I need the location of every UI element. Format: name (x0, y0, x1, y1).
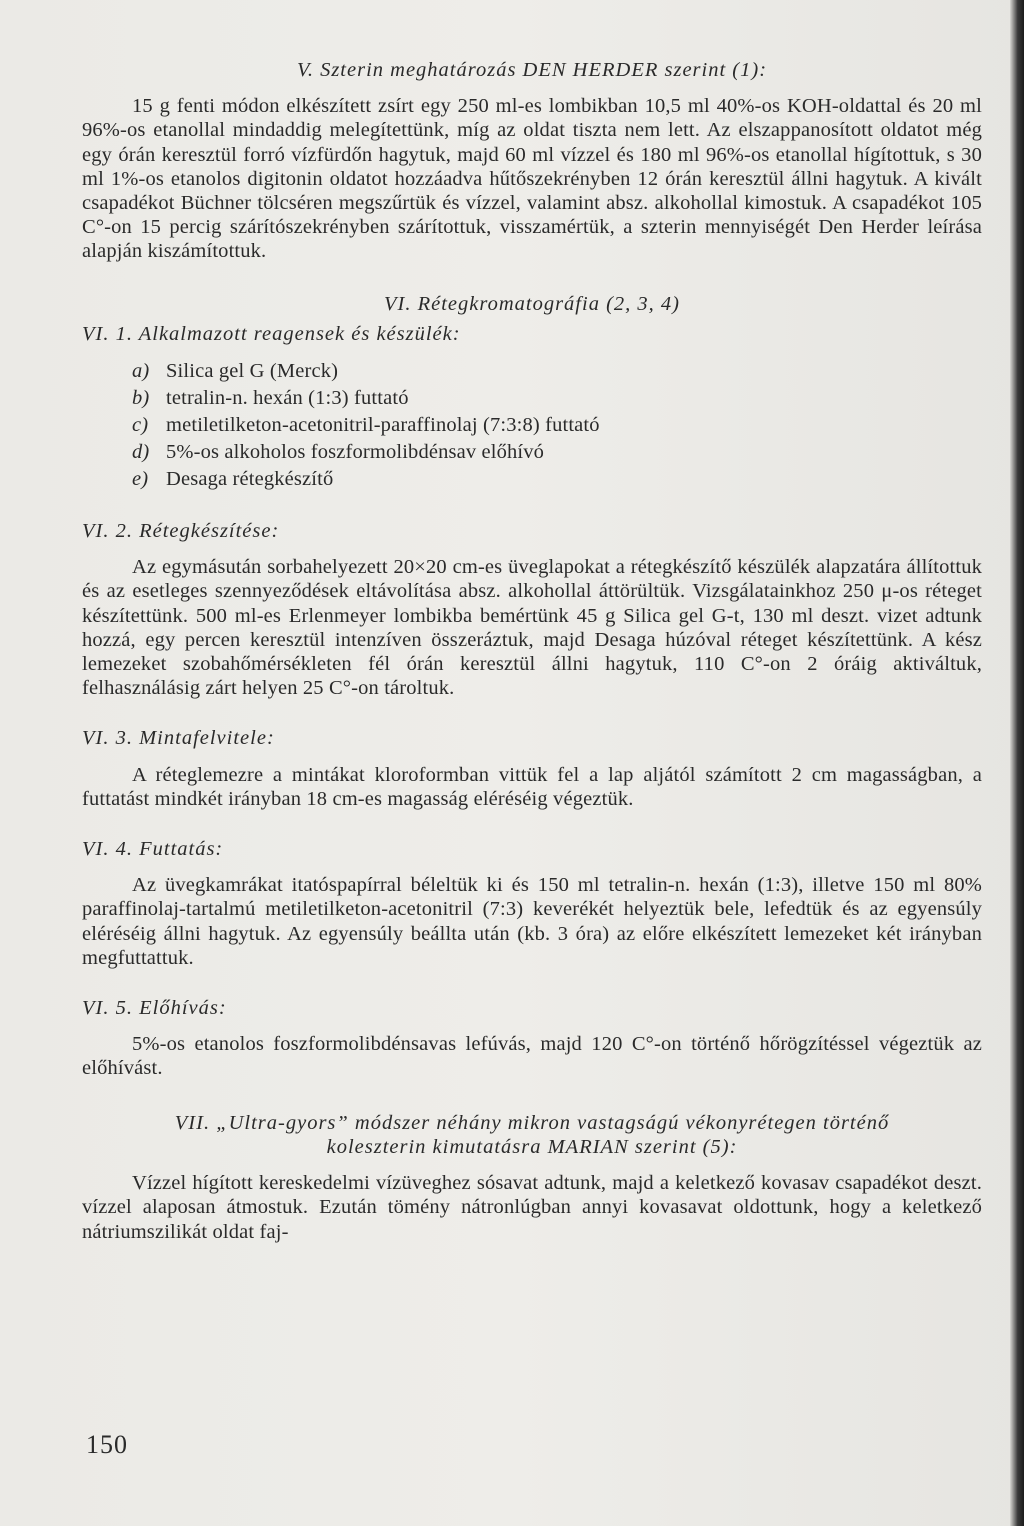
list-item (132, 412, 982, 439)
section-vi-5-paragraph: 5%-os etanolos foszformolibdénsavas lefúvás, majd 120 C°-on történő hőrögzítéssel végeztük az előhívást. (82, 1033, 982, 1080)
section-vi-4-paragraph: Az üvegkamrákat itatóspapírral béleltük ki és 150 ml tetralin-n. hexán (1:3), illetve 150 ml 80% paraffinolaj-tartalmú metiletilketon-acetonitril (7:3) keverékét helyeztük bele, lefedtük és az egyensúly eléréséig állni hagytuk. Az egyensúly beállta után (kb. 3 óra) az előre elkészített lemezeket két irányban megfuttattuk. (82, 874, 982, 969)
section-vi-2-heading: VI. 2. Rétegkészítése: (82, 520, 280, 543)
section-vi-1-heading: VI. 1. Alkalmazott reagensek és készülék: (82, 322, 461, 345)
section-vi-3-heading: VI. 3. Mintafelvitele: (82, 727, 275, 750)
page-content (82, 58, 982, 1244)
section-vii-paragraph: Vízzel hígított kereskedelmi vízüveghez sósavat adtunk, majd a keletkező kovasav csapadékot deszt. vízzel alaposan átmostuk. Ezután tömény nátronlúgban annyi kovasavat oldottunk, hogy a keletkező nátriumszilikát oldat faj- (82, 1172, 982, 1243)
section-vi-5-heading: VI. 5. Előhívás: (82, 997, 227, 1020)
list-item-text: metiletilketon-acetonitril-paraffinolaj (7:3:8) futtató (166, 414, 600, 437)
section-v-paragraph: 15 g fenti módon elkészített zsírt egy 250 ml-es lombikban 10,5 ml 40%-os KOH-oldattal és 20 ml 96%-os etanollal mindaddig melegítettünk, míg az oldat tiszta nem lett. Az elszappanosított oldatot még egy órán keresztül forró vízfürdőn hagytuk, majd 60 ml vízzel és 180 ml 96%-os etanollal hígítottuk, s 30 ml 1%-os etanolos digitonin oldatot hozzáadva hűtőszekrényben 12 órán keresztül állni hagytuk. A kivált csapadékot Büchner tölcséren megszűrtük és vízzel, valamint absz. alkohollal kimostuk. A csapadékot 105 C°-on 15 percig szárítószekrényben szárítottuk, visszamértük, a szterin mennyiségét Den Herder leírása alapján kiszámítottuk. (82, 95, 982, 263)
list-item-label: d) (132, 441, 150, 464)
list-item (132, 358, 982, 385)
list-item-text: Silica gel G (Merck) (166, 360, 339, 383)
section-vii-heading-line-2: koleszterin kimutatásra MARIAN szerint (5): (326, 1135, 738, 1158)
list-item-text: 5%-os alkoholos foszformolibdénsav előhívó (166, 441, 545, 464)
page-number: 150 (86, 1430, 128, 1459)
list-item (132, 439, 982, 466)
section-vi-heading: VI. Rétegkromatográfia (2, 3, 4) (384, 292, 680, 315)
section-vi-3-paragraph: A réteglemezre a mintákat kloroformban vittük fel a lap aljától számított 2 cm magasságban, a futtatást mindkét irányban 18 cm-es magasság eléréséig végeztük. (82, 763, 982, 810)
list-item-label: b) (132, 387, 150, 410)
list-item-label: e) (132, 468, 149, 491)
list-item (132, 466, 982, 493)
list-item-text: Desaga rétegkészítő (166, 468, 334, 491)
section-vii-heading (82, 1111, 982, 1159)
section-vi-4-heading: VI. 4. Futtatás: (82, 838, 224, 861)
page-edge-shadow (1010, 0, 1024, 1526)
list-item (132, 385, 982, 412)
list-item-text: tetralin-n. hexán (1:3) futtató (166, 387, 409, 410)
list-item-label: a) (132, 360, 150, 383)
reagent-list (132, 358, 982, 493)
list-item-label: c) (132, 414, 149, 437)
section-vi-2-paragraph: Az egymásután sorbahelyezett 20×20 cm-es üveglapokat a rétegkészítő készülék alapzatára állítottuk és az esetleges szennyeződések eltávolítása absz. alkohollal áttörültük. Vizsgálatainkhoz 250 μ-os réteget készítettünk. 500 ml-es Erlenmeyer lombikba bemértünk 45 g Silica gel G-t, 130 ml deszt. vizet adtunk hozzá, egy percen keresztül intenzíven összeráztuk, majd Desaga húzóval réteget készítettünk. A kész lemezeket szobahőmérsékleten fél órán keresztül állni hagytuk, 110 C°-on 2 óráig aktiváltuk, felhasználásig zárt helyen 25 C°-on tároltuk. (82, 556, 982, 700)
section-vii-heading-line-1: VII. „Ultra-gyors” módszer néhány mikron vastagságú vékonyrétegen történő (174, 1111, 890, 1134)
section-v-heading: V. Szterin meghatározás DEN HERDER szerint (1): (296, 59, 768, 81)
